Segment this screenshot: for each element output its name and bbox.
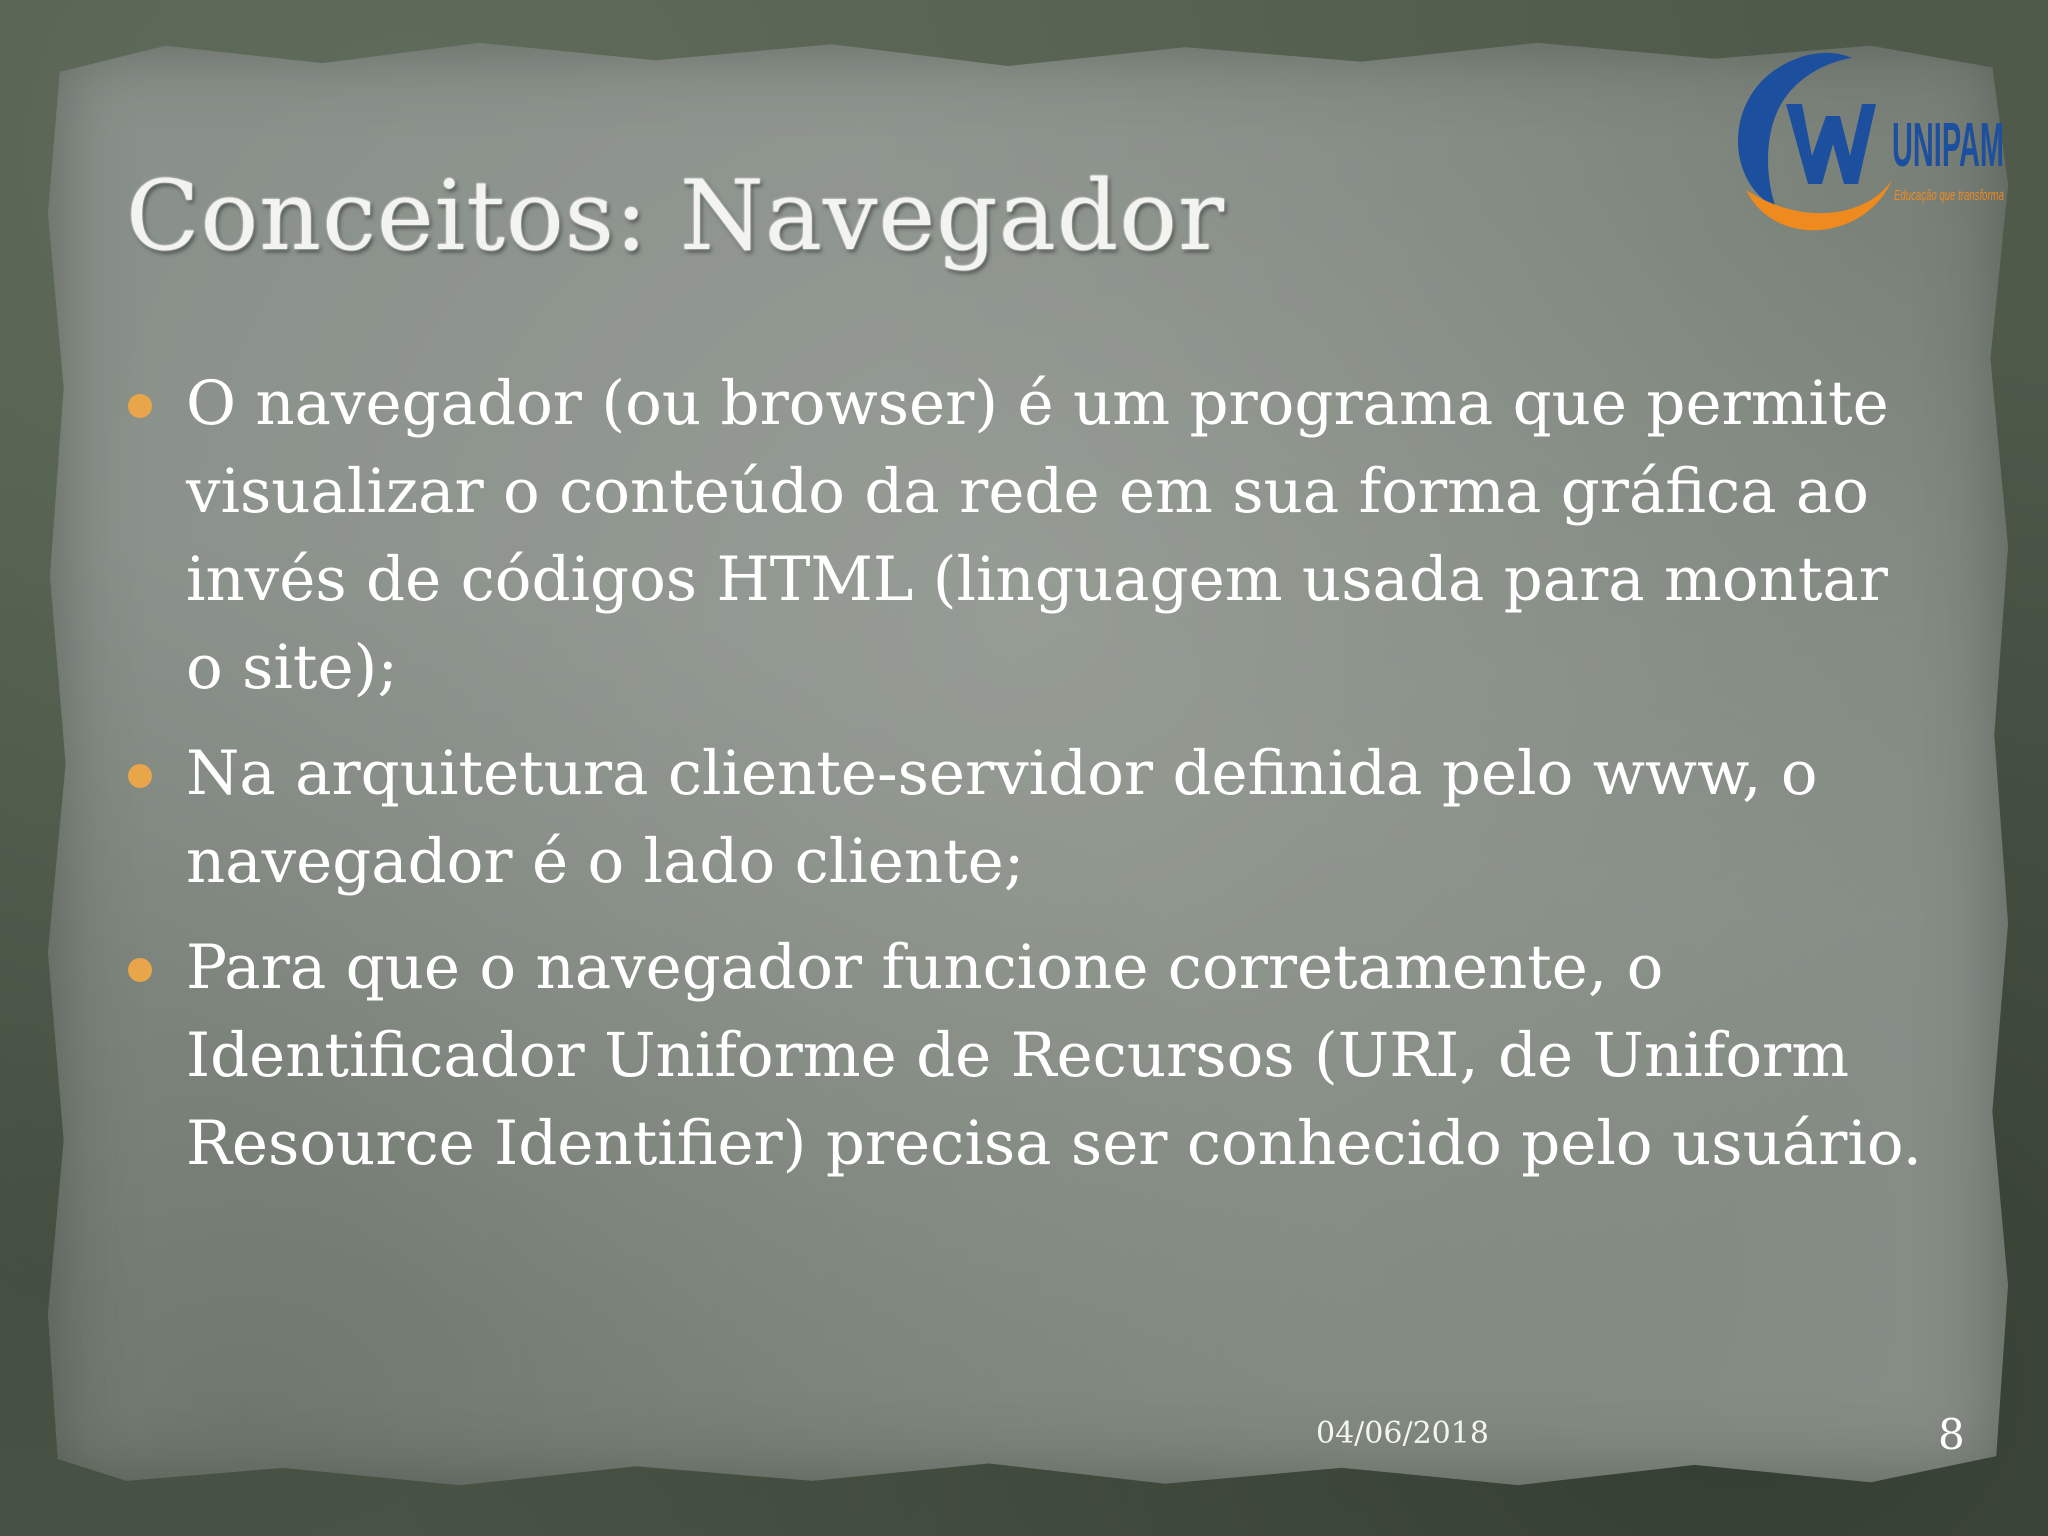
unipam-logo	[1716, 40, 2006, 240]
slide-title: Conceitos: Navegador	[126, 160, 1225, 272]
bullet-dot-icon	[128, 394, 152, 418]
bullet-item	[126, 360, 1926, 712]
slide-page-number: 8	[1938, 1410, 1965, 1459]
bullet-dot-icon	[128, 764, 152, 788]
slide-date: 04/06/2018	[1316, 1416, 1489, 1451]
bullet-text: O navegador (ou browser) é um programa que permite visualizar o conteúdo da rede em sua forma gráfica ao invés de códigos HTML (linguagem usada para montar o site);	[186, 368, 1889, 703]
bullet-text: Para que o navegador funcione corretamente, o Identificador Uniforme de Recursos (URI, de Uniform Resource Identifier) precisa ser conhecido pelo usuário.	[186, 932, 1922, 1179]
bullet-list	[126, 360, 1926, 1206]
logo-wordmark: UNIPAM	[1892, 111, 2004, 180]
bullet-text: Na arquitetura cliente-servidor definida pelo www, o navegador é o lado cliente;	[186, 738, 1818, 897]
logo-tagline: Educação que transforma	[1894, 187, 2004, 204]
logo-w-mark	[1786, 104, 1876, 184]
bullet-dot-icon	[128, 958, 152, 982]
bullet-item	[126, 730, 1926, 906]
bullet-item	[126, 924, 1926, 1188]
